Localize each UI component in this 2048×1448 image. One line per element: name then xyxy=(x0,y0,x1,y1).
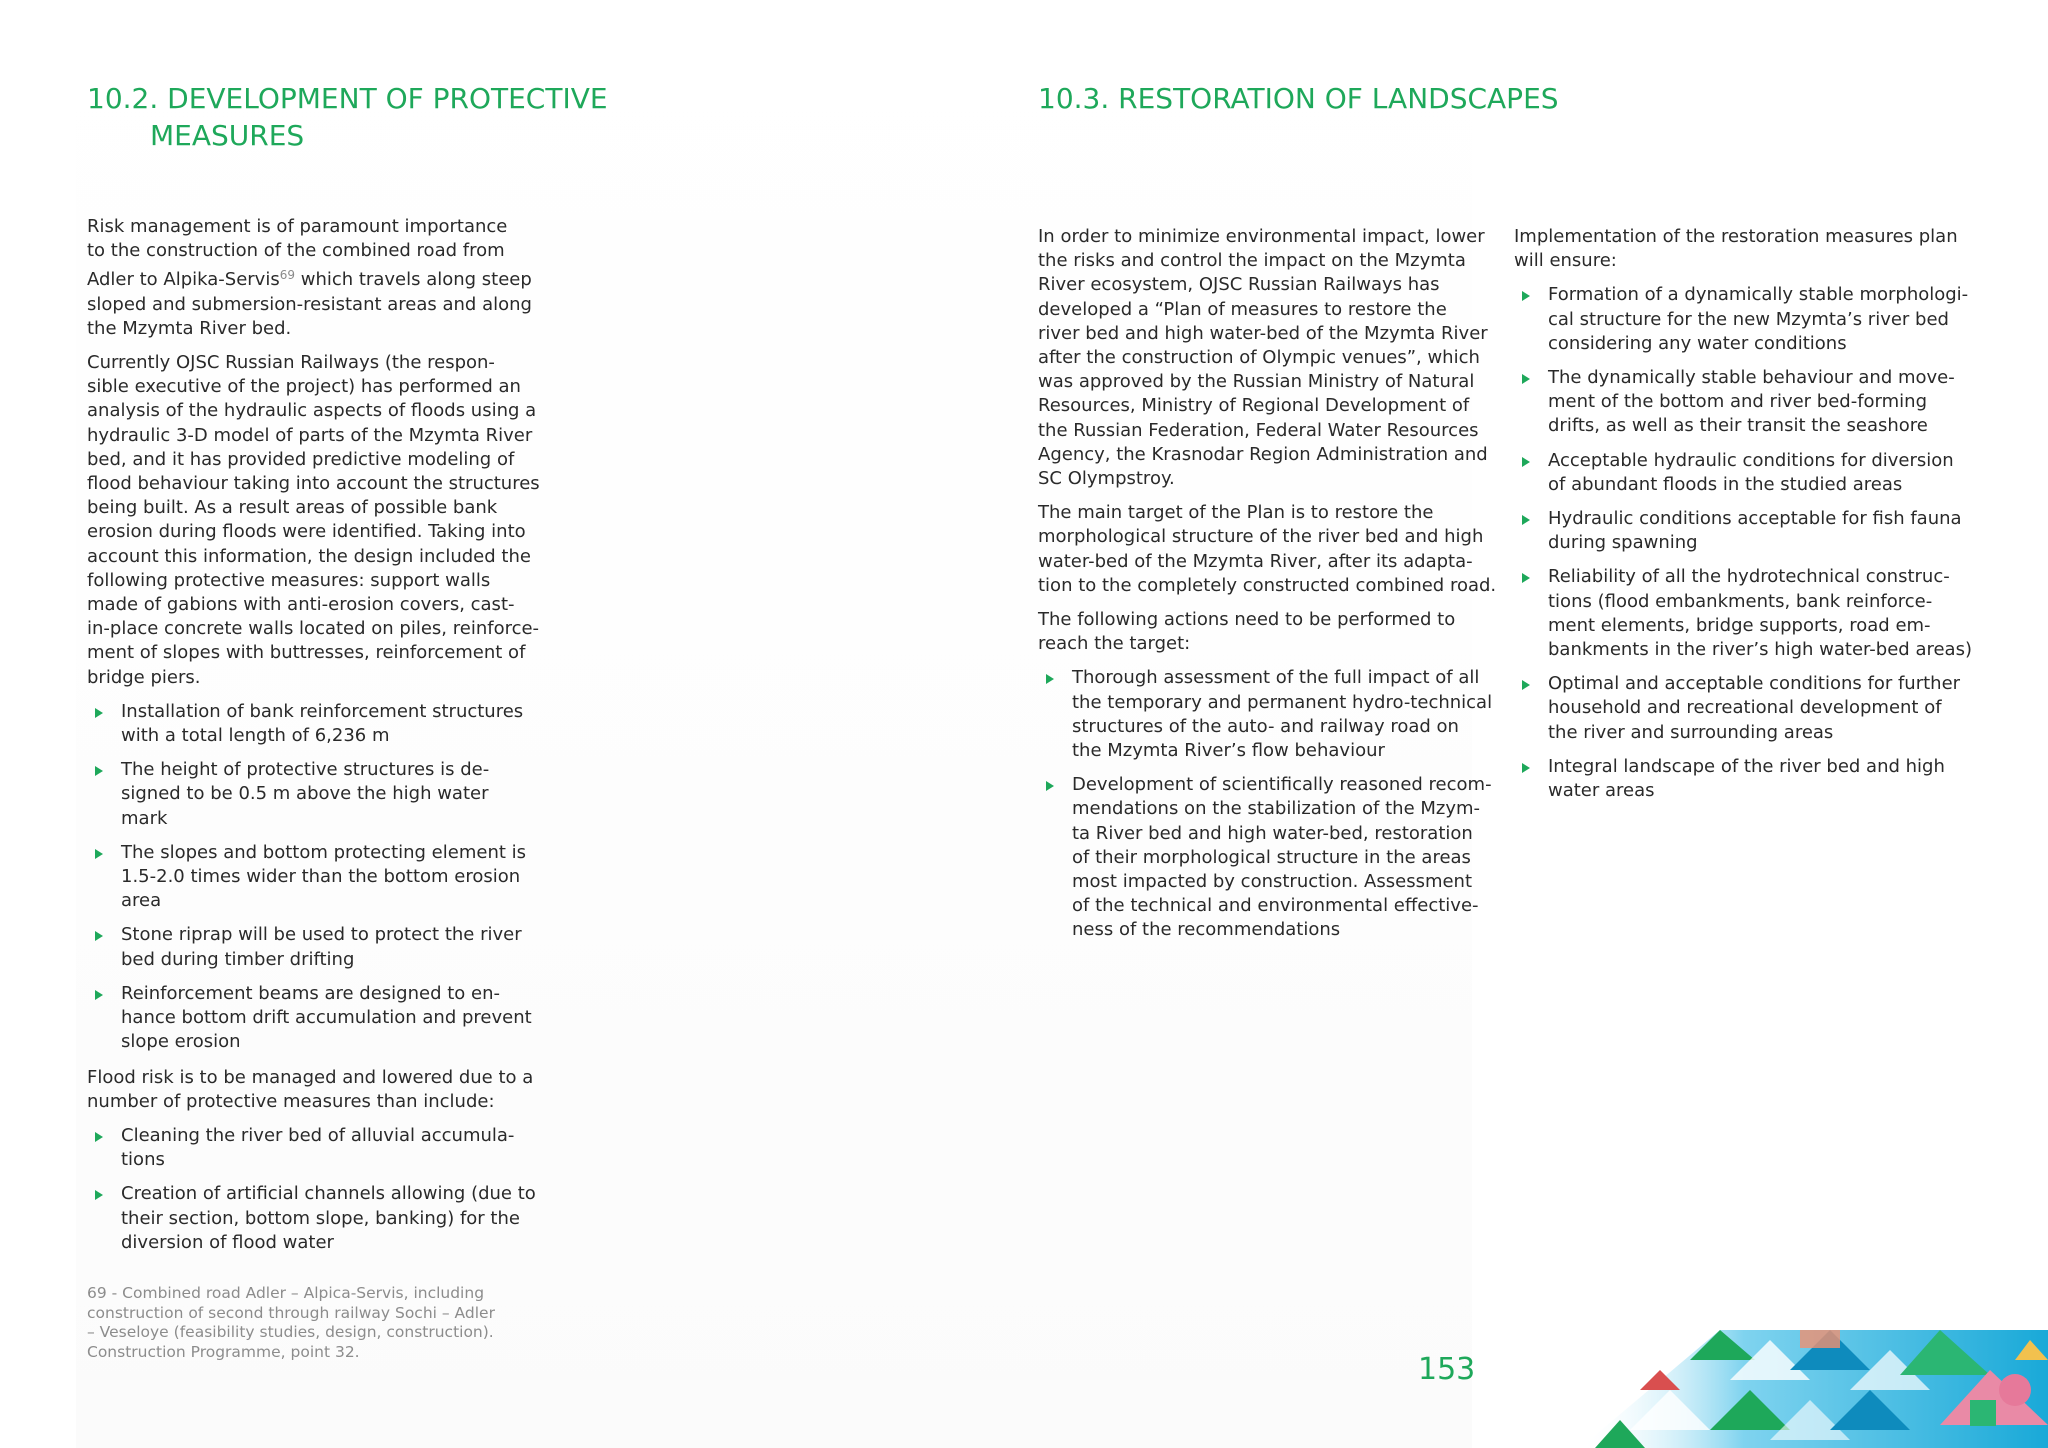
list-item-text: Creation of artificial channels allowing (due to their section, bottom slope, banking) for the diversion of flood water xyxy=(121,1183,536,1253)
paragraph-risk-management xyxy=(87,215,557,341)
list-item xyxy=(1514,366,1984,439)
list-item xyxy=(1514,449,1984,497)
right-column-1 xyxy=(1038,225,1500,954)
list-item-text: Hydraulic conditions acceptable for fish fauna during spawning xyxy=(1548,508,1962,554)
list-item-text: Reliability of all the hydrotechnical construc- tions (flood embankments, bank reinforce- ment elements, bridge supports, road em- bankments in the river’s high water-bed areas) xyxy=(1548,566,1972,661)
list-item xyxy=(1514,755,1984,803)
bullet-arrow-icon xyxy=(95,708,103,718)
bullet-arrow-icon xyxy=(1522,515,1530,525)
list-item xyxy=(1514,565,1984,662)
list-item xyxy=(87,758,557,831)
paragraph-text: Risk management is of paramount importance to the construction of the combined road from Adler to Alpika-Servis xyxy=(87,216,508,291)
bullet-arrow-icon xyxy=(95,766,103,776)
list-item xyxy=(1514,283,1984,356)
list-item-text: Integral landscape of the river bed and high water areas xyxy=(1548,755,1945,802)
list-item-text: Installation of bank reinforcement structures with a total length of 6,236 m xyxy=(121,700,524,747)
list-item xyxy=(87,841,557,914)
bullet-arrow-icon xyxy=(95,990,103,1000)
list-item-text: Optimal and acceptable conditions for further household and recreational development of the river and surrounding areas xyxy=(1548,673,1961,743)
decorative-patchwork-pattern xyxy=(1470,1330,2048,1448)
flood-measures-list xyxy=(87,1124,557,1255)
bullet-arrow-icon xyxy=(1522,573,1530,583)
list-item-text: Stone riprap will be used to protect the river bed during timber drifting xyxy=(121,924,522,970)
actions-list xyxy=(1038,666,1500,942)
list-item-text: Thorough assessment of the full impact of all the temporary and permanent hydro-technical structures of the auto- and railway road on the Mzymta River’s flow behaviour xyxy=(1072,667,1493,762)
list-item-text: Reinforcement beams are designed to en- hance bottom drift accumulation and prevent slope erosion xyxy=(121,982,532,1053)
paragraph-implementation-intro: Implementation of the restoration measures plan will ensure: xyxy=(1514,226,1958,272)
bullet-arrow-icon xyxy=(95,849,103,859)
protective-structures-list xyxy=(87,700,557,1055)
paragraph-russian-railways-analysis: Currently OJSC Russian Railways (the respon- sible executive of the project) has performed an analysis of the hydraulic aspects of floods using a hydraulic 3-D model of parts of the Mzymta River bed, and it has provided predictive modeling of flood behaviour taking into account the structures being built. As a result areas of possible bank erosion during floods were identified. Taking into account this information, the design included the following protective measures: support walls made of gabions with anti-erosion covers, cast- in-place concrete walls located on piles, reinforce- ment of slopes with buttresses, reinforcement of bridge piers. xyxy=(87,352,540,688)
page-number: 153 xyxy=(1418,1352,1476,1387)
list-item xyxy=(87,1124,557,1172)
heading-line-1: 10.2. DEVELOPMENT OF PROTECTIVE xyxy=(87,82,608,115)
bullet-arrow-icon xyxy=(1522,457,1530,467)
bullet-arrow-icon xyxy=(95,1132,103,1142)
list-item xyxy=(1514,672,1984,745)
bullet-arrow-icon xyxy=(1522,291,1530,301)
paragraph-main-target: The main target of the Plan is to restore the morphological structure of the river bed and high water-bed of the Mzymta River, after its adapta- tion to the completely constructed combined road. xyxy=(1038,502,1497,596)
heading-line-2: MEASURES xyxy=(150,119,305,152)
footnote-69: 69 - Combined road Adler – Alpica-Servis, including construction of second through railway Sochi – Adler – Veseloye (feasibility studies, design, construction). Construction Programme, point 32. xyxy=(87,1284,495,1361)
left-column xyxy=(87,215,557,1266)
bullet-arrow-icon xyxy=(1046,781,1054,791)
list-item-text: The slopes and bottom protecting element is 1.5-2.0 times wider than the bottom erosion area xyxy=(121,841,527,912)
bullet-arrow-icon xyxy=(1522,763,1530,773)
list-item-text: Development of scientifically reasoned recom- mendations on the stabilization of the Mzym- ta River bed and high water-bed, restoration of their morphological structure in the areas most impacted by construction. Assessment of the technical and environmental effective- ness of the recommendations xyxy=(1072,774,1492,941)
list-item-text: Acceptable hydraulic conditions for diversion of abundant floods in the studied areas xyxy=(1548,449,1954,495)
bullet-arrow-icon xyxy=(1046,674,1054,684)
list-item xyxy=(1038,666,1500,763)
list-item-text: The height of protective structures is de- signed to be 0.5 m above the high water mark xyxy=(121,759,490,829)
list-item xyxy=(87,1182,557,1255)
list-item xyxy=(87,700,557,748)
bullet-arrow-icon xyxy=(1522,680,1530,690)
section-heading-10-3 xyxy=(1038,80,1559,117)
list-item-text: Formation of a dynamically stable morphologi- cal structure for the new Mzymta’s river bed considering any water conditions xyxy=(1548,284,1969,354)
list-item xyxy=(87,923,557,971)
list-item xyxy=(1038,773,1500,942)
heading-line: 10.3. RESTORATION OF LANDSCAPES xyxy=(1038,82,1559,115)
footnote-reference[interactable]: 69 xyxy=(279,268,295,283)
bullet-arrow-icon xyxy=(95,931,103,941)
paragraph-flood-risk: Flood risk is to be managed and lowered due to a number of protective measures than include: xyxy=(87,1066,534,1112)
paragraph-text: which travels along steep sloped and submersion-resistant areas and along the Mzymta River bed. xyxy=(87,269,532,339)
restoration-outcomes-list xyxy=(1514,283,1984,803)
list-item xyxy=(1514,507,1984,555)
bullet-arrow-icon xyxy=(95,1190,103,1200)
right-column-2 xyxy=(1514,225,1984,814)
section-heading-10-2 xyxy=(87,80,608,154)
list-item-text: Cleaning the river bed of alluvial accumula- tions xyxy=(121,1124,515,1171)
paragraph-actions-intro: The following actions need to be performed to reach the target: xyxy=(1038,609,1456,655)
bullet-arrow-icon xyxy=(1522,374,1530,384)
list-item-text: The dynamically stable behaviour and move- ment of the bottom and river bed-forming drifts, as well as their transit the seashore xyxy=(1548,367,1955,437)
list-item xyxy=(87,982,557,1055)
paragraph-minimize-impact: In order to minimize environmental impact, lower the risks and control the impact on the Mzymta River ecosystem, OJSC Russian Railways has developed a “Plan of measures to restore the river bed and high water-bed of the Mzymta River after the construction of Olympic venues”, which was approved by the Russian Ministry of Natural Resources, Ministry of Regional Development of the Russian Federation, Federal Water Resources Agency, the Krasnodar Region Administration and SC Olympstroy. xyxy=(1038,226,1488,490)
